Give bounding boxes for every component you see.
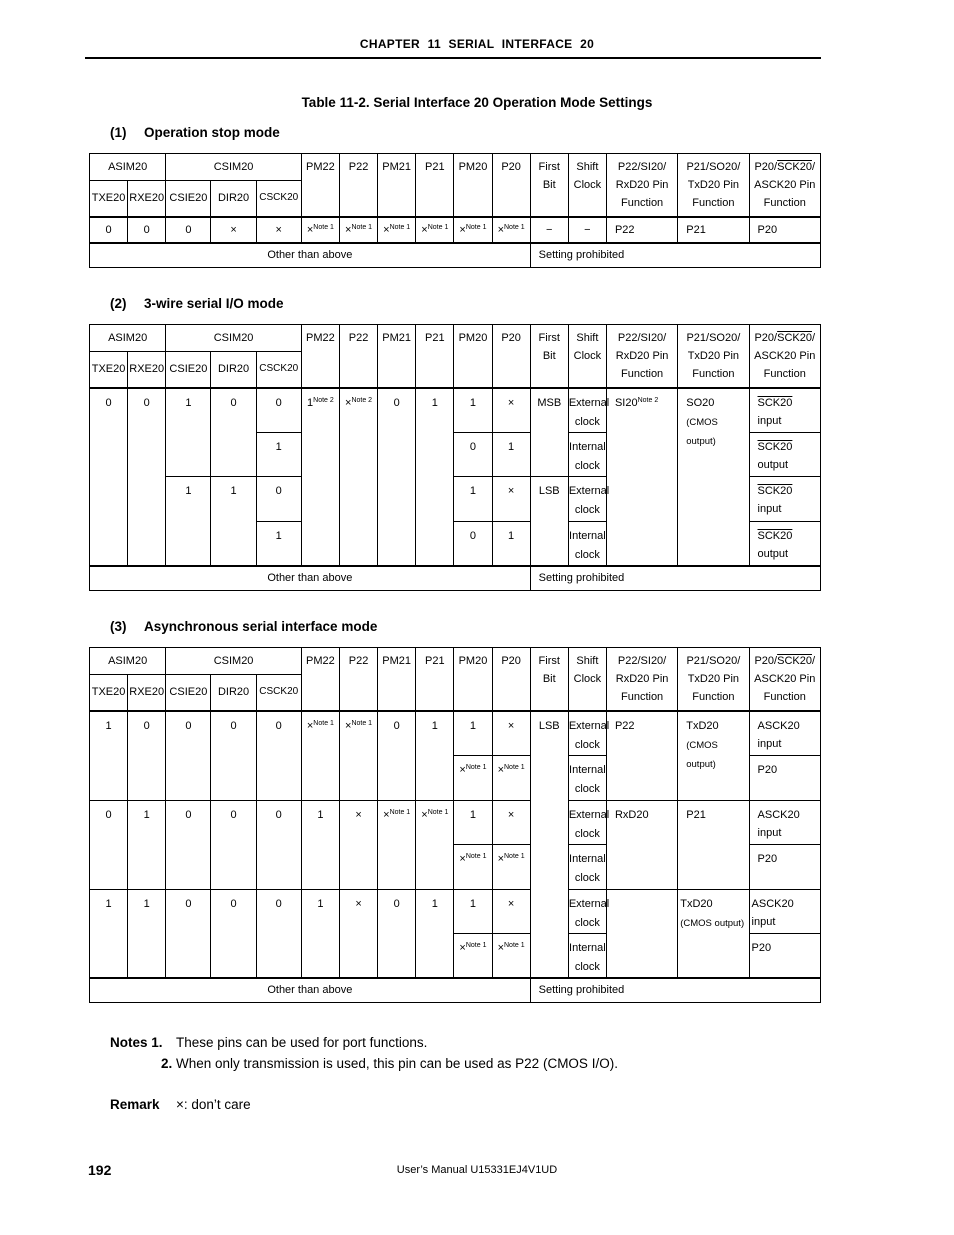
first-bit-header: First Bit xyxy=(530,648,568,711)
cell: ×$^{Note 1}$ xyxy=(492,933,530,978)
setting-prohibited: Setting prohibited xyxy=(530,978,820,1003)
cell: 0 xyxy=(166,889,211,978)
cell: ×$^{Note 1}$ xyxy=(492,755,530,800)
cell: SCK20 input xyxy=(749,388,820,433)
cell: 0 xyxy=(128,388,166,566)
cell: ×$^{Note 1}$ xyxy=(301,217,339,243)
cell: × xyxy=(492,711,530,756)
cell: ×$^{Note 1}$ xyxy=(416,800,454,889)
cell: ×$^{Note 1}$ xyxy=(378,217,416,243)
p21-pin-function-header: P21/SO20/ TxD20 Pin Function xyxy=(678,154,749,217)
cell: 0 xyxy=(256,388,301,433)
cell: P21 xyxy=(678,217,749,243)
cell: ASCK20 input xyxy=(749,800,820,844)
p20-pin-function-header: P20/SCK20/ ASCK20 Pin Function xyxy=(749,154,820,217)
table-row xyxy=(90,566,821,591)
txe20-header: TXE20 xyxy=(90,181,128,217)
csie20-header: CSIE20 xyxy=(166,181,211,217)
pm22-header: PM22 xyxy=(301,648,339,711)
first-bit-header: First Bit xyxy=(530,325,568,388)
cell: SCK20 input xyxy=(749,476,820,521)
pm21-header: PM21 xyxy=(378,648,416,711)
other-than-above: Other than above xyxy=(90,978,531,1003)
cell: ×$^{Note 1}$ xyxy=(416,217,454,243)
table-row xyxy=(90,978,821,1003)
cell: 1 xyxy=(301,889,339,978)
cell: × xyxy=(492,388,530,433)
cell: 1 xyxy=(454,476,492,521)
csim20-header: CSIM20 xyxy=(166,154,302,181)
pm21-header: PM21 xyxy=(378,154,416,217)
first-bit-header: First Bit xyxy=(530,154,568,217)
cell: External clock xyxy=(568,889,606,933)
table-row xyxy=(90,217,821,243)
rxe20-header: RXE20 xyxy=(128,352,166,388)
pm22-header: PM22 xyxy=(301,154,339,217)
cell: × xyxy=(492,889,530,933)
cell: ASCK20 input xyxy=(749,889,820,933)
cell: 1 xyxy=(301,800,339,889)
section-number: (3) xyxy=(110,619,127,634)
cell: $1^{Note 2}$ xyxy=(301,388,339,566)
pm20-header: PM20 xyxy=(454,648,492,711)
p20-header: P20 xyxy=(492,325,530,388)
notes xyxy=(110,1032,618,1074)
cell: ×$^{Note 1}$ xyxy=(454,844,492,889)
p21-header: P21 xyxy=(416,325,454,388)
footer-manual: User’s Manual U15331EJ4V1UD xyxy=(396,1164,558,1176)
cell: SCK20 output xyxy=(749,432,820,476)
cell: 0 xyxy=(454,432,492,476)
pm20-header: PM20 xyxy=(454,325,492,388)
cell: 0 xyxy=(90,217,128,243)
p22-pin-function-header: P22/SI20/ RxD20 Pin Function xyxy=(606,154,677,217)
cell: 1 xyxy=(492,432,530,476)
cell: ×$^{Note 1}$ xyxy=(339,217,377,243)
cell: 0 xyxy=(211,889,256,978)
setting-prohibited: Setting prohibited xyxy=(530,566,820,591)
cell: ×$^{Note 1}$ xyxy=(301,711,339,801)
cell: ×$^{Note 1}$ xyxy=(339,711,377,801)
cell: 0 xyxy=(166,711,211,801)
csie20-header: CSIE20 xyxy=(166,675,211,711)
cell: 0 xyxy=(90,800,128,889)
cell: 0 xyxy=(166,800,211,889)
section-number: (1) xyxy=(110,125,127,140)
cell: 0 xyxy=(90,388,128,566)
cell: ×$^{Note 1}$ xyxy=(454,217,492,243)
cell: ×$^{Note 1}$ xyxy=(492,844,530,889)
other-than-above: Other than above xyxy=(90,243,531,268)
cell: − xyxy=(568,217,606,243)
p21-pin-function-header: P21/SO20/ TxD20 Pin Function xyxy=(678,648,749,711)
dir20-header: DIR20 xyxy=(211,675,256,711)
p20-pin-function-header: P20/SCK20/ ASCK20 Pin Function xyxy=(749,648,820,711)
cell: 1 xyxy=(454,889,492,933)
cell: ASCK20 input xyxy=(749,711,820,756)
cell: × xyxy=(339,800,377,889)
remark: Remark ×: don’t care xyxy=(110,1097,251,1112)
table-row xyxy=(90,243,821,268)
table-title: Table 11-2. Serial Interface 20 Operation Mode Settings xyxy=(301,95,653,110)
cell: LSB xyxy=(530,476,568,566)
csck20-header: CSCK20 xyxy=(256,675,301,711)
cell: 1 xyxy=(256,432,301,476)
cell: ×$^{Note 1}$ xyxy=(454,933,492,978)
cell: $SI20^{Note 2}$ xyxy=(606,388,677,566)
cell: ×$^{Note 2}$ xyxy=(339,388,377,566)
pm22-header: PM22 xyxy=(301,325,339,388)
section-number: (2) xyxy=(110,296,127,311)
cell: 1 xyxy=(90,711,128,801)
cell: P22 xyxy=(606,711,677,801)
shift-clock-header: Shift Clock xyxy=(568,154,606,217)
cell: ×$^{Note 1}$ xyxy=(492,217,530,243)
cell: 0 xyxy=(378,388,416,566)
cell: 0 xyxy=(211,388,256,477)
cell: SO20 (CMOS output) xyxy=(678,388,749,566)
cell: External clock xyxy=(568,711,606,756)
cell: 1 xyxy=(492,521,530,566)
cell: P20 xyxy=(749,844,820,889)
cell: × xyxy=(256,217,301,243)
cell: TxD20 (CMOS output) xyxy=(678,711,749,801)
txe20-header: TXE20 xyxy=(90,352,128,388)
cell: Internal clock xyxy=(568,755,606,800)
cell: 1 xyxy=(90,889,128,978)
cell: External clock xyxy=(568,800,606,844)
section-title-async xyxy=(110,619,377,634)
cell: 1 xyxy=(166,388,211,477)
csim20-header: CSIM20 xyxy=(166,648,302,675)
cell: 0 xyxy=(256,711,301,801)
cell: × xyxy=(492,800,530,844)
cell: External clock xyxy=(568,388,606,433)
cell: P20 xyxy=(749,217,820,243)
asim20-header: ASIM20 xyxy=(90,648,166,675)
table-row xyxy=(90,800,821,844)
asim20-header: ASIM20 xyxy=(90,154,166,181)
cell: Internal clock xyxy=(568,844,606,889)
cell: ×$^{Note 1}$ xyxy=(378,800,416,889)
other-than-above: Other than above xyxy=(90,566,531,591)
cell: 0 xyxy=(128,217,166,243)
note-2: 2. When only transmission is used, this pin can be used as P22 (CMOS I/O). xyxy=(160,1056,618,1071)
cell: 1 xyxy=(256,521,301,566)
section-title-operation-stop xyxy=(110,125,280,140)
dir20-header: DIR20 xyxy=(211,181,256,217)
p21-pin-function-header: P21/SO20/ TxD20 Pin Function xyxy=(678,325,749,388)
cell: 1 xyxy=(454,711,492,756)
p20-header: P20 xyxy=(492,154,530,217)
operation-stop-table xyxy=(89,153,821,268)
csck20-header: CSCK20 xyxy=(256,352,301,388)
p22-header: P22 xyxy=(339,154,377,217)
cell: RxD20 xyxy=(606,800,677,889)
chapter-header: CHAPTER 11 SERIAL INTERFACE 20 xyxy=(359,37,595,51)
section-label: Asynchronous serial interface mode xyxy=(144,619,378,634)
asim20-header: ASIM20 xyxy=(90,325,166,352)
p21-header: P21 xyxy=(416,648,454,711)
table-row xyxy=(90,889,821,933)
cell: External clock xyxy=(568,476,606,521)
cell: − xyxy=(530,217,568,243)
cell: 0 xyxy=(166,217,211,243)
p22-pin-function-header: P22/SI20/ RxD20 Pin Function xyxy=(606,648,677,711)
pm20-header: PM20 xyxy=(454,154,492,217)
cell: MSB xyxy=(530,388,568,477)
section-title-3wire xyxy=(110,296,284,311)
rxe20-header: RXE20 xyxy=(128,181,166,217)
dir20-header: DIR20 xyxy=(211,352,256,388)
shift-clock-header: Shift Clock xyxy=(568,648,606,711)
cell: Internal clock xyxy=(568,432,606,476)
cell: × xyxy=(492,476,530,521)
p22-pin-function-header: P22/SI20/ RxD20 Pin Function xyxy=(606,325,677,388)
txe20-header: TXE20 xyxy=(90,675,128,711)
setting-prohibited: Setting prohibited xyxy=(530,243,820,268)
cell: 0 xyxy=(256,889,301,978)
table-row xyxy=(90,711,821,756)
cell: Internal clock xyxy=(568,521,606,566)
cell: × xyxy=(211,217,256,243)
csim20-header: CSIM20 xyxy=(166,325,302,352)
rxe20-header: RXE20 xyxy=(128,675,166,711)
cell: 0 xyxy=(454,521,492,566)
three-wire-table xyxy=(89,324,821,591)
p20-header: P20 xyxy=(492,648,530,711)
cell: P20 xyxy=(749,755,820,800)
shift-clock-header: Shift Clock xyxy=(568,325,606,388)
cell: 1 xyxy=(454,800,492,844)
p21-header: P21 xyxy=(416,154,454,217)
cell: 0 xyxy=(378,711,416,801)
cell: 1 xyxy=(416,388,454,566)
csie20-header: CSIE20 xyxy=(166,352,211,388)
page-number: 192 xyxy=(88,1162,112,1178)
section-label: Operation stop mode xyxy=(144,125,280,140)
cell: × xyxy=(339,889,377,978)
cell: ×$^{Note 1}$ xyxy=(454,755,492,800)
cell: 0 xyxy=(378,889,416,978)
table-row xyxy=(90,388,821,433)
cell: 0 xyxy=(256,800,301,889)
csck20-header: CSCK20 xyxy=(256,181,301,217)
cell: 0 xyxy=(128,711,166,801)
cell: 0 xyxy=(211,711,256,801)
p22-header: P22 xyxy=(339,648,377,711)
p22-header: P22 xyxy=(339,325,377,388)
cell: 1 xyxy=(454,388,492,433)
cell: SCK20 output xyxy=(749,521,820,566)
cell: 1 xyxy=(128,889,166,978)
pm21-header: PM21 xyxy=(378,325,416,388)
async-table xyxy=(89,647,821,1003)
cell: Internal clock xyxy=(568,933,606,978)
cell: 0 xyxy=(256,476,301,521)
cell: TxD20 (CMOS output) xyxy=(678,889,749,978)
note-1: Notes 1. These pins can be used for port functions. xyxy=(110,1035,428,1050)
cell: 1 xyxy=(416,889,454,978)
cell: 0 xyxy=(211,800,256,889)
header-rule xyxy=(85,57,821,59)
cell: 1 xyxy=(211,476,256,566)
cell: 1 xyxy=(166,476,211,566)
cell: P20 xyxy=(749,933,820,978)
cell: P22 xyxy=(606,217,677,243)
cell: LSB xyxy=(530,711,568,978)
cell xyxy=(606,889,677,978)
cell: 1 xyxy=(416,711,454,801)
p20-pin-function-header: P20/SCK20/ ASCK20 Pin Function xyxy=(749,325,820,388)
section-label: 3-wire serial I/O mode xyxy=(144,296,284,311)
cell: P21 xyxy=(678,800,749,889)
cell: 1 xyxy=(128,800,166,889)
